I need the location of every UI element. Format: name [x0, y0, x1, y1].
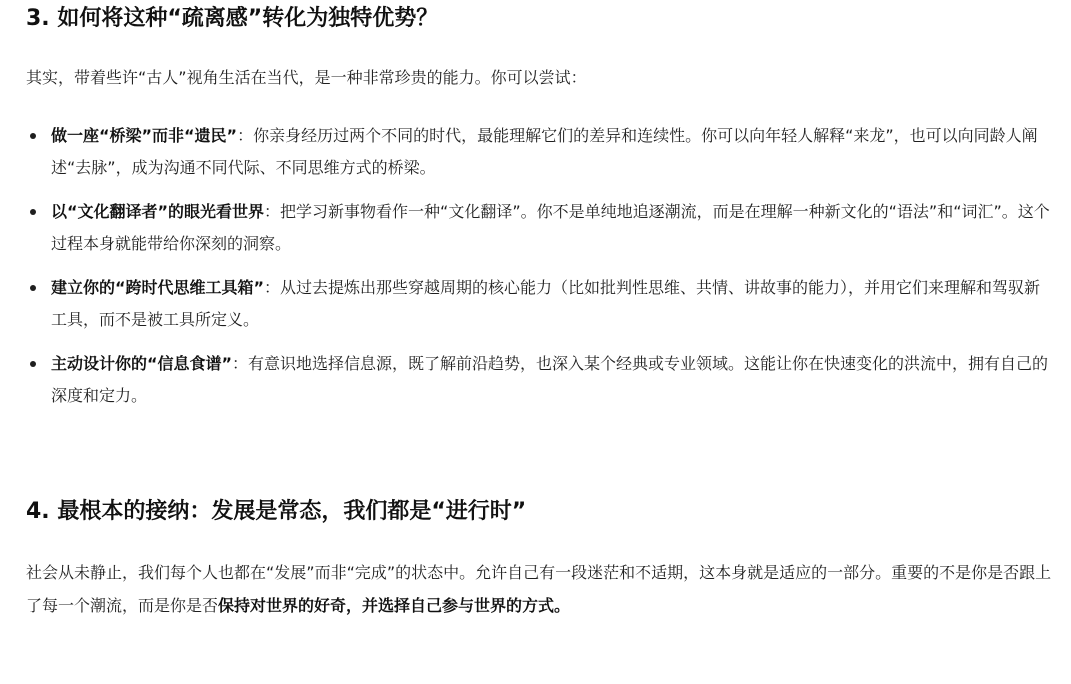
- list-item-bold: 以“文化翻译者”的眼光看世界: [51, 202, 265, 221]
- list-item-bold: 建立你的“跨时代思维工具箱”: [51, 278, 265, 297]
- list-item: [26, 348, 1056, 412]
- bullet-icon: [30, 133, 36, 139]
- section-4-paragraph: [26, 556, 1056, 622]
- list-item-bold: 主动设计你的“信息食谱”: [51, 354, 233, 373]
- bullet-icon: [30, 285, 36, 291]
- list-item-text: ：有意识地选择信息源，既了解前沿趋势，也深入某个经典或专业领域。这能让你在快速变化的洪流中，拥有自己的深度和定力。: [51, 354, 1049, 405]
- list-item-text: ：你亲身经历过两个不同的时代，最能理解它们的差异和连续性。你可以向年轻人解释“来龙”，也可以向同龄人阐述“去脉”，成为沟通不同代际、不同思维方式的桥梁。: [51, 126, 1038, 177]
- list-item: [26, 196, 1056, 260]
- list-item: [26, 120, 1056, 184]
- section-3-intro: 其实，带着些许“古人”视角生活在当代，是一种非常珍贵的能力。你可以尝试：: [26, 68, 587, 87]
- list-item-bold: 做一座“桥梁”而非“遗民”: [51, 126, 238, 145]
- section-4-heading: 4. 最根本的接纳：发展是常态，我们都是“进行时”: [26, 499, 527, 524]
- bullet-icon: [30, 209, 36, 215]
- paragraph-text: 社会从未静止，我们每个人也都在“发展”而非“完成”的状态中。允许自己有一段迷茫和不适期，这本身就是适应的一部分。重要的不是你是否跟上了每一个潮流，而是你是否: [26, 563, 1052, 615]
- paragraph-bold-text: 保持对世界的好奇，并选择自己参与世界的方式。: [218, 596, 571, 615]
- list-item: [26, 272, 1056, 336]
- section-3-bullet-list: [26, 120, 1056, 424]
- list-item-text: ：从过去提炼出那些穿越周期的核心能力（比如批判性思维、共情、讲故事的能力），并用它们来理解和驾驭新工具，而不是被工具所定义。: [51, 278, 1041, 329]
- section-3-heading: 3. 如何将这种“疏离感”转化为独特优势？: [26, 6, 439, 31]
- list-item-text: ：把学习新事物看作一种“文化翻译”。你不是单纯地追逐潮流，而是在理解一种新文化的“语法”和“词汇”。这个过程本身就能带给你深刻的洞察。: [51, 202, 1050, 253]
- bullet-icon: [30, 361, 36, 367]
